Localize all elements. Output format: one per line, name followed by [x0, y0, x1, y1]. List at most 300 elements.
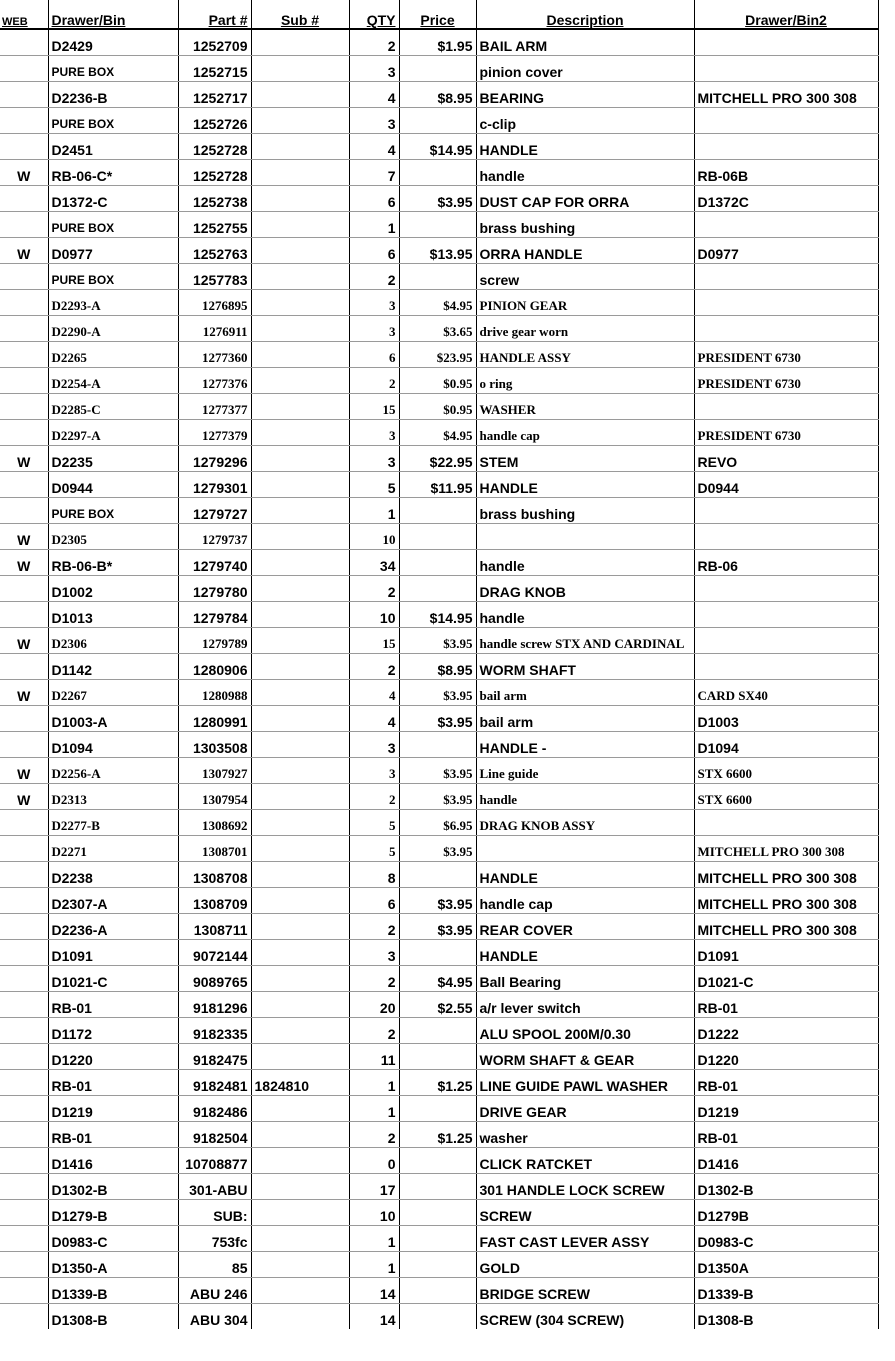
cell-sub-number	[251, 888, 349, 914]
cell-drawer-bin: D2429	[48, 29, 178, 56]
cell-sub-number	[251, 940, 349, 966]
cell-part-number: 1252755	[178, 212, 251, 238]
cell-drawer-bin2: PRESIDENT 6730	[694, 342, 878, 368]
cell-drawer-bin2	[694, 654, 878, 680]
cell-drawer-bin2	[694, 628, 878, 654]
cell-drawer-bin: D1094	[48, 732, 178, 758]
cell-drawer-bin2	[694, 602, 878, 628]
cell-drawer-bin: D2236-A	[48, 914, 178, 940]
cell-drawer-bin: D2277-B	[48, 810, 178, 836]
table-row	[0, 992, 878, 1018]
cell-part-number: 1279789	[178, 628, 251, 654]
cell-description: LINE GUIDE PAWL WASHER	[476, 1070, 694, 1096]
cell-part-number: 1280991	[178, 706, 251, 732]
cell-drawer-bin2: D1021-C	[694, 966, 878, 992]
cell-web	[0, 576, 48, 602]
cell-web	[0, 1018, 48, 1044]
cell-description: Line guide	[476, 758, 694, 784]
cell-drawer-bin2: MITCHELL PRO 300 308	[694, 862, 878, 888]
cell-drawer-bin2	[694, 29, 878, 56]
cell-qty: 6	[349, 342, 399, 368]
cell-drawer-bin: D1002	[48, 576, 178, 602]
cell-drawer-bin: D1013	[48, 602, 178, 628]
cell-web	[0, 732, 48, 758]
cell-price: $8.95	[399, 654, 476, 680]
cell-sub-number	[251, 602, 349, 628]
table-body	[0, 29, 878, 1329]
cell-drawer-bin2: D1222	[694, 1018, 878, 1044]
cell-drawer-bin: D0977	[48, 238, 178, 264]
table-row	[0, 498, 878, 524]
cell-qty: 5	[349, 810, 399, 836]
cell-web	[0, 498, 48, 524]
cell-web	[0, 862, 48, 888]
cell-price: $1.95	[399, 29, 476, 56]
cell-price: $1.25	[399, 1070, 476, 1096]
cell-description	[476, 836, 694, 862]
cell-qty: 4	[349, 134, 399, 160]
cell-qty: 0	[349, 1148, 399, 1174]
cell-description: handle cap	[476, 420, 694, 446]
cell-sub-number	[251, 1174, 349, 1200]
cell-sub-number	[251, 1278, 349, 1304]
cell-part-number: 1279737	[178, 524, 251, 550]
cell-drawer-bin: PURE BOX	[48, 56, 178, 82]
cell-price	[399, 1252, 476, 1278]
table-row	[0, 186, 878, 212]
cell-price: $11.95	[399, 472, 476, 498]
cell-description: GOLD	[476, 1252, 694, 1278]
cell-description: PINION GEAR	[476, 290, 694, 316]
cell-drawer-bin2: MITCHELL PRO 300 308	[694, 82, 878, 108]
cell-sub-number	[251, 1252, 349, 1278]
table-row	[0, 1148, 878, 1174]
cell-description: DRAG KNOB	[476, 576, 694, 602]
cell-drawer-bin2	[694, 524, 878, 550]
cell-drawer-bin2: D0977	[694, 238, 878, 264]
cell-description: DRIVE GEAR	[476, 1096, 694, 1122]
header-web: WEB	[0, 0, 48, 29]
cell-drawer-bin2: STX 6600	[694, 784, 878, 810]
table-row	[0, 212, 878, 238]
cell-description: bail arm	[476, 680, 694, 706]
cell-part-number: ABU 304	[178, 1304, 251, 1330]
cell-qty: 34	[349, 550, 399, 576]
table-row	[0, 576, 878, 602]
cell-part-number: 1277379	[178, 420, 251, 446]
cell-drawer-bin2: PRESIDENT 6730	[694, 368, 878, 394]
cell-web	[0, 1148, 48, 1174]
cell-sub-number	[251, 264, 349, 290]
cell-price	[399, 498, 476, 524]
cell-price: $3.95	[399, 888, 476, 914]
cell-price: $6.95	[399, 810, 476, 836]
cell-drawer-bin: D1021-C	[48, 966, 178, 992]
table-row	[0, 758, 878, 784]
cell-description: BAIL ARM	[476, 29, 694, 56]
cell-description: handle screw STX AND CARDINAL	[476, 628, 694, 654]
cell-price: $3.95	[399, 914, 476, 940]
cell-price	[399, 160, 476, 186]
cell-drawer-bin2: D1091	[694, 940, 878, 966]
cell-drawer-bin: D2297-A	[48, 420, 178, 446]
cell-web	[0, 1200, 48, 1226]
cell-web	[0, 212, 48, 238]
cell-price	[399, 1044, 476, 1070]
cell-sub-number	[251, 784, 349, 810]
cell-web	[0, 29, 48, 56]
table-row	[0, 368, 878, 394]
cell-qty: 2	[349, 368, 399, 394]
cell-web	[0, 264, 48, 290]
cell-drawer-bin: D2451	[48, 134, 178, 160]
cell-drawer-bin2: REVO	[694, 446, 878, 472]
cell-qty: 17	[349, 1174, 399, 1200]
cell-qty: 10	[349, 1200, 399, 1226]
cell-price: $23.95	[399, 342, 476, 368]
cell-sub-number	[251, 290, 349, 316]
cell-drawer-bin2: D1372C	[694, 186, 878, 212]
cell-price: $4.95	[399, 966, 476, 992]
cell-drawer-bin: D2238	[48, 862, 178, 888]
cell-part-number: 1252709	[178, 29, 251, 56]
cell-description: SCREW (304 SCREW)	[476, 1304, 694, 1330]
cell-qty: 2	[349, 966, 399, 992]
cell-description: Ball Bearing	[476, 966, 694, 992]
cell-sub-number	[251, 1200, 349, 1226]
cell-sub-number	[251, 576, 349, 602]
cell-description: DUST CAP FOR ORRA	[476, 186, 694, 212]
cell-drawer-bin2: PRESIDENT 6730	[694, 420, 878, 446]
cell-sub-number	[251, 394, 349, 420]
cell-web: W	[0, 758, 48, 784]
cell-description: WORM SHAFT	[476, 654, 694, 680]
cell-price: $3.95	[399, 758, 476, 784]
cell-description: drive gear worn	[476, 316, 694, 342]
cell-drawer-bin2: D0944	[694, 472, 878, 498]
cell-part-number: 10708877	[178, 1148, 251, 1174]
cell-drawer-bin: D2306	[48, 628, 178, 654]
cell-drawer-bin2: CARD SX40	[694, 680, 878, 706]
cell-web	[0, 134, 48, 160]
cell-price: $13.95	[399, 238, 476, 264]
table-row	[0, 706, 878, 732]
cell-qty: 4	[349, 680, 399, 706]
cell-description: HANDLE	[476, 940, 694, 966]
table-row	[0, 1096, 878, 1122]
cell-sub-number	[251, 1044, 349, 1070]
cell-web	[0, 1252, 48, 1278]
table-row	[0, 420, 878, 446]
cell-qty: 2	[349, 1018, 399, 1044]
cell-description: washer	[476, 1122, 694, 1148]
table-row	[0, 524, 878, 550]
cell-drawer-bin2: D1094	[694, 732, 878, 758]
cell-drawer-bin2	[694, 56, 878, 82]
cell-drawer-bin2	[694, 264, 878, 290]
table-row	[0, 290, 878, 316]
table-row	[0, 680, 878, 706]
cell-part-number: 9182481	[178, 1070, 251, 1096]
cell-sub-number	[251, 186, 349, 212]
cell-description: FAST CAST LEVER ASSY	[476, 1226, 694, 1252]
cell-part-number: 1276895	[178, 290, 251, 316]
cell-part-number: 9182504	[178, 1122, 251, 1148]
cell-price	[399, 524, 476, 550]
table-row	[0, 108, 878, 134]
table-row	[0, 394, 878, 420]
cell-qty: 2	[349, 576, 399, 602]
cell-price	[399, 1278, 476, 1304]
cell-description: c-clip	[476, 108, 694, 134]
cell-part-number: ABU 246	[178, 1278, 251, 1304]
cell-drawer-bin: RB-06-C*	[48, 160, 178, 186]
cell-description: handle	[476, 550, 694, 576]
cell-part-number: 301-ABU	[178, 1174, 251, 1200]
table-row	[0, 1044, 878, 1070]
header-row	[0, 0, 878, 29]
cell-drawer-bin2: D1220	[694, 1044, 878, 1070]
cell-price: $3.95	[399, 836, 476, 862]
cell-drawer-bin2: D1416	[694, 1148, 878, 1174]
cell-price	[399, 108, 476, 134]
cell-description: HANDLE	[476, 862, 694, 888]
cell-qty: 3	[349, 940, 399, 966]
cell-drawer-bin: D1142	[48, 654, 178, 680]
cell-sub-number	[251, 342, 349, 368]
cell-sub-number	[251, 420, 349, 446]
cell-web	[0, 1226, 48, 1252]
cell-price	[399, 56, 476, 82]
cell-drawer-bin: D2285-C	[48, 394, 178, 420]
cell-description: WORM SHAFT & GEAR	[476, 1044, 694, 1070]
cell-sub-number	[251, 498, 349, 524]
cell-qty: 3	[349, 108, 399, 134]
table-row	[0, 1018, 878, 1044]
cell-drawer-bin: D2236-B	[48, 82, 178, 108]
cell-drawer-bin: D2271	[48, 836, 178, 862]
cell-web	[0, 1044, 48, 1070]
cell-description: HANDLE ASSY	[476, 342, 694, 368]
table-row	[0, 1278, 878, 1304]
cell-drawer-bin: RB-01	[48, 992, 178, 1018]
cell-sub-number	[251, 1304, 349, 1330]
cell-sub-number: 1824810	[251, 1070, 349, 1096]
cell-qty: 6	[349, 186, 399, 212]
cell-qty: 1	[349, 1252, 399, 1278]
cell-web: W	[0, 446, 48, 472]
table-row	[0, 888, 878, 914]
cell-part-number: 1307927	[178, 758, 251, 784]
cell-web: W	[0, 680, 48, 706]
header-price: Price	[399, 0, 476, 29]
cell-web: W	[0, 628, 48, 654]
cell-price: $0.95	[399, 394, 476, 420]
cell-price	[399, 1226, 476, 1252]
cell-drawer-bin: D1172	[48, 1018, 178, 1044]
cell-qty: 3	[349, 420, 399, 446]
cell-web	[0, 602, 48, 628]
cell-sub-number	[251, 1018, 349, 1044]
cell-qty: 3	[349, 732, 399, 758]
cell-drawer-bin: D0983-C	[48, 1226, 178, 1252]
cell-qty: 7	[349, 160, 399, 186]
cell-qty: 1	[349, 212, 399, 238]
cell-qty: 2	[349, 29, 399, 56]
cell-qty: 2	[349, 264, 399, 290]
cell-part-number: 1277360	[178, 342, 251, 368]
cell-description: 301 HANDLE LOCK SCREW	[476, 1174, 694, 1200]
table-row	[0, 316, 878, 342]
table-row	[0, 1174, 878, 1200]
cell-drawer-bin2: STX 6600	[694, 758, 878, 784]
cell-web	[0, 966, 48, 992]
table-row	[0, 1226, 878, 1252]
cell-sub-number	[251, 134, 349, 160]
cell-qty: 14	[349, 1278, 399, 1304]
cell-drawer-bin: PURE BOX	[48, 264, 178, 290]
cell-qty: 2	[349, 784, 399, 810]
cell-description: REAR COVER	[476, 914, 694, 940]
cell-price: $8.95	[399, 82, 476, 108]
cell-drawer-bin: D1416	[48, 1148, 178, 1174]
cell-drawer-bin: D2313	[48, 784, 178, 810]
cell-web: W	[0, 524, 48, 550]
cell-part-number: 1252715	[178, 56, 251, 82]
cell-web: W	[0, 550, 48, 576]
cell-price	[399, 1304, 476, 1330]
cell-web	[0, 290, 48, 316]
cell-sub-number	[251, 160, 349, 186]
cell-price: $3.95	[399, 680, 476, 706]
cell-drawer-bin: D1350-A	[48, 1252, 178, 1278]
cell-drawer-bin2: RB-06B	[694, 160, 878, 186]
cell-drawer-bin2	[694, 576, 878, 602]
cell-drawer-bin: RB-01	[48, 1122, 178, 1148]
table-row	[0, 602, 878, 628]
cell-part-number: 9182475	[178, 1044, 251, 1070]
cell-price: $3.65	[399, 316, 476, 342]
cell-sub-number	[251, 966, 349, 992]
cell-sub-number	[251, 654, 349, 680]
cell-price	[399, 212, 476, 238]
cell-part-number: 1279296	[178, 446, 251, 472]
cell-description: DRAG KNOB ASSY	[476, 810, 694, 836]
cell-sub-number	[251, 914, 349, 940]
cell-drawer-bin: D2256-A	[48, 758, 178, 784]
cell-sub-number	[251, 1148, 349, 1174]
cell-web	[0, 836, 48, 862]
cell-sub-number	[251, 550, 349, 576]
cell-qty: 3	[349, 316, 399, 342]
cell-price	[399, 576, 476, 602]
table-row	[0, 238, 878, 264]
cell-part-number: 1308701	[178, 836, 251, 862]
cell-description: HANDLE	[476, 134, 694, 160]
cell-description: WASHER	[476, 394, 694, 420]
cell-web	[0, 316, 48, 342]
cell-web	[0, 394, 48, 420]
cell-qty: 5	[349, 836, 399, 862]
cell-part-number: 753fc	[178, 1226, 251, 1252]
cell-part-number: 9182486	[178, 1096, 251, 1122]
cell-price: $0.95	[399, 368, 476, 394]
cell-web	[0, 888, 48, 914]
cell-web	[0, 108, 48, 134]
cell-drawer-bin: RB-01	[48, 1070, 178, 1096]
cell-drawer-bin: D1279-B	[48, 1200, 178, 1226]
cell-part-number: 1308711	[178, 914, 251, 940]
cell-web	[0, 940, 48, 966]
cell-drawer-bin: D2290-A	[48, 316, 178, 342]
cell-price: $3.95	[399, 784, 476, 810]
cell-web	[0, 1096, 48, 1122]
cell-drawer-bin: D2254-A	[48, 368, 178, 394]
cell-drawer-bin: D2293-A	[48, 290, 178, 316]
table-row	[0, 264, 878, 290]
cell-drawer-bin2: D0983-C	[694, 1226, 878, 1252]
cell-part-number: 1252763	[178, 238, 251, 264]
cell-drawer-bin: PURE BOX	[48, 108, 178, 134]
cell-qty: 10	[349, 602, 399, 628]
cell-price	[399, 732, 476, 758]
cell-part-number: 1252717	[178, 82, 251, 108]
cell-part-number: 1279727	[178, 498, 251, 524]
cell-qty: 1	[349, 1096, 399, 1122]
cell-qty: 4	[349, 82, 399, 108]
cell-qty: 8	[349, 862, 399, 888]
cell-price	[399, 1174, 476, 1200]
cell-price	[399, 1096, 476, 1122]
table-row	[0, 29, 878, 56]
cell-web	[0, 654, 48, 680]
table-row	[0, 810, 878, 836]
cell-drawer-bin2	[694, 290, 878, 316]
header-drawer-bin: Drawer/Bin	[48, 0, 178, 29]
cell-drawer-bin2	[694, 134, 878, 160]
cell-sub-number	[251, 82, 349, 108]
cell-sub-number	[251, 758, 349, 784]
table-row	[0, 160, 878, 186]
cell-price: $22.95	[399, 446, 476, 472]
cell-part-number: 1280906	[178, 654, 251, 680]
cell-part-number: 1303508	[178, 732, 251, 758]
cell-web	[0, 810, 48, 836]
cell-sub-number	[251, 810, 349, 836]
cell-description: handle	[476, 160, 694, 186]
cell-drawer-bin: D1339-B	[48, 1278, 178, 1304]
cell-price	[399, 550, 476, 576]
cell-qty: 2	[349, 654, 399, 680]
cell-drawer-bin2: D1302-B	[694, 1174, 878, 1200]
cell-description: screw	[476, 264, 694, 290]
table-row	[0, 836, 878, 862]
cell-drawer-bin2	[694, 394, 878, 420]
table-row	[0, 1070, 878, 1096]
cell-part-number: 1257783	[178, 264, 251, 290]
cell-description: brass bushing	[476, 498, 694, 524]
cell-part-number: 1276911	[178, 316, 251, 342]
cell-qty: 5	[349, 472, 399, 498]
cell-sub-number	[251, 472, 349, 498]
table-row	[0, 732, 878, 758]
cell-qty: 2	[349, 914, 399, 940]
cell-price	[399, 940, 476, 966]
cell-description: bail arm	[476, 706, 694, 732]
cell-web	[0, 342, 48, 368]
header-drawer-bin2: Drawer/Bin2	[694, 0, 878, 29]
cell-qty: 3	[349, 56, 399, 82]
